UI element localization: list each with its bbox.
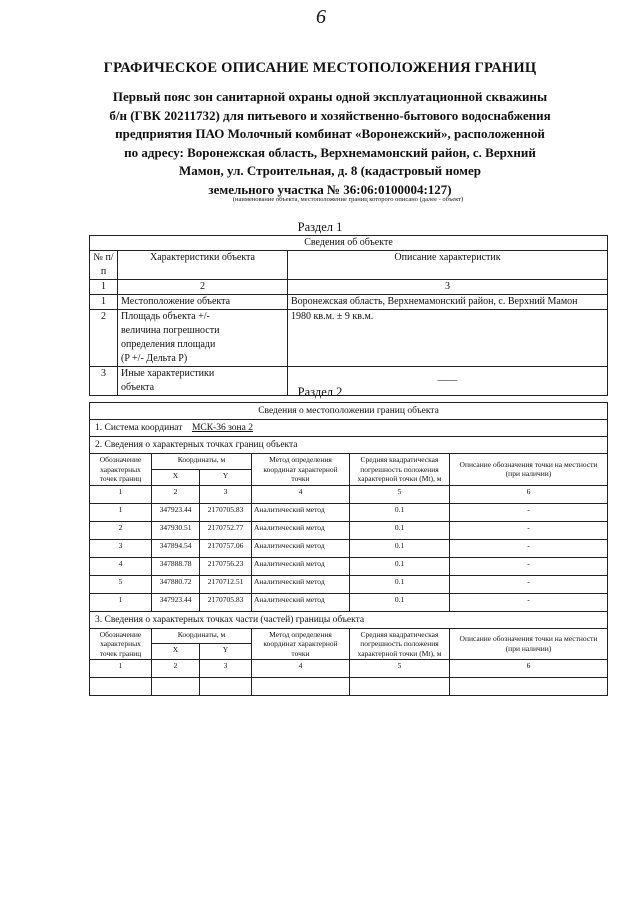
subtitle-line: по адресу: Воронежская область, Верхнемамонский район, с. Верхний <box>124 144 536 160</box>
document-subtitle <box>60 88 600 199</box>
header-accuracy: Средняя квадратическая погрешность положения характерной точки (Mt), м <box>350 454 450 486</box>
col-number: 3 <box>200 485 252 503</box>
point-y: 2170712.51 <box>200 575 252 593</box>
row-characteristic: Местоположение объекта <box>118 295 288 310</box>
parts-header-designation: Обозначение характерных точек границ <box>90 628 152 660</box>
parts-caption: 3. Сведения о характерных точках части (частей) границы объекта <box>90 611 608 628</box>
row-description: Воронежская область, Верхнемамонский район, с. Верхний Мамон <box>288 295 608 310</box>
header-number: № п/п <box>90 251 118 280</box>
boundary-caption: Сведения о местоположении границ объекта <box>90 403 608 420</box>
col-number: 1 <box>90 280 118 295</box>
point-y: 2170756.23 <box>200 557 252 575</box>
header-coords: Координаты, м <box>152 454 252 470</box>
col-number: 4 <box>252 485 350 503</box>
point-id: 5 <box>90 575 152 593</box>
object-info-caption: Сведения об объекте <box>90 236 608 251</box>
point-mt: 0.1 <box>350 575 450 593</box>
row-number: 2 <box>90 310 118 367</box>
row-characteristic <box>118 310 288 367</box>
subtitle-line: предприятия ПАО Молочный комбинат «Воронежский», расположенной <box>115 126 545 141</box>
point-id: 2 <box>90 521 152 539</box>
point-method: Аналитический метод <box>252 503 350 521</box>
point-mt: 0.1 <box>350 557 450 575</box>
parts-header-coords: Координаты, м <box>152 628 252 644</box>
col-number: 5 <box>350 660 450 678</box>
col-number: 4 <box>252 660 350 678</box>
point-x: 347923.44 <box>152 503 200 521</box>
point-mt: 0.1 <box>350 521 450 539</box>
table-row-empty <box>90 678 608 696</box>
table-row <box>90 575 608 593</box>
table-row <box>90 593 608 611</box>
table-row <box>90 295 608 310</box>
subtitle-line: Мамон, ул. Строительная, д. 8 (кадастровый номер <box>179 163 481 178</box>
point-method: Аналитический метод <box>252 575 350 593</box>
point-mt: 0.1 <box>350 503 450 521</box>
char-line: объекта <box>121 382 155 393</box>
col-number: 1 <box>90 485 152 503</box>
point-y: 2170705.83 <box>200 503 252 521</box>
point-x: 347880.72 <box>152 575 200 593</box>
col-number: 2 <box>152 660 200 678</box>
col-number: 1 <box>90 660 152 678</box>
point-y: 2170757.06 <box>200 539 252 557</box>
parts-header-point-description: Описание обозначения точки на местности (при наличии) <box>450 628 608 660</box>
col-number: 3 <box>200 660 252 678</box>
header-point-description: Описание обозначения точки на местности (при наличии) <box>450 454 608 486</box>
point-description: - <box>450 521 608 539</box>
table-row <box>90 503 608 521</box>
point-method: Аналитический метод <box>252 539 350 557</box>
point-description: - <box>450 503 608 521</box>
point-mt: 0.1 <box>350 593 450 611</box>
point-x: 347888.78 <box>152 557 200 575</box>
point-id: 1 <box>90 503 152 521</box>
parts-header-method: Метод определения координат характерной точки <box>252 628 350 660</box>
header-description: Описание характеристик <box>288 251 608 280</box>
char-line: Иные характеристики <box>121 368 215 379</box>
page-number: 6 <box>316 6 326 28</box>
point-y: 2170705.83 <box>200 593 252 611</box>
point-description: - <box>450 593 608 611</box>
row-description: —— <box>288 367 608 396</box>
char-line: Площадь объекта +/- <box>121 311 210 322</box>
row-number: 1 <box>90 295 118 310</box>
point-id: 3 <box>90 539 152 557</box>
point-method: Аналитический метод <box>252 593 350 611</box>
points-caption: 2. Сведения о характерных точках границ объекта <box>90 437 608 454</box>
coordinate-system <box>90 420 608 437</box>
table-row <box>90 557 608 575</box>
parts-header-x: X <box>152 644 200 660</box>
subtitle-line: б/н (ГВК 20211732) для питьевого и хозяйственно-бытового водоснабжения <box>109 107 551 123</box>
table-row <box>90 539 608 557</box>
boundary-table <box>89 402 608 696</box>
header-y: Y <box>200 469 252 485</box>
col-number: 2 <box>118 280 288 295</box>
col-number: 5 <box>350 485 450 503</box>
section1-heading: Раздел 1 <box>297 220 343 234</box>
point-description: - <box>450 539 608 557</box>
coordinate-system-label: 1. Система координат <box>95 423 183 433</box>
coordinate-system-value: МСК-36 зона 2 <box>191 423 253 433</box>
col-number: 3 <box>288 280 608 295</box>
col-number: 6 <box>450 660 608 678</box>
point-method: Аналитический метод <box>252 557 350 575</box>
point-mt: 0.1 <box>350 539 450 557</box>
char-line: (P +/- Дельта P) <box>121 353 188 364</box>
col-number: 2 <box>152 485 200 503</box>
point-x: 347894.54 <box>152 539 200 557</box>
char-line: определения площади <box>121 339 216 350</box>
header-x: X <box>152 469 200 485</box>
subtitle-line: земельного участка № 36:06:0100004:127) <box>208 181 452 197</box>
table-row <box>90 310 608 367</box>
subtitle-note: (наименование объекта, местоположение границ которого описано (далее - объект) <box>232 196 464 203</box>
col-number: 6 <box>450 485 608 503</box>
point-id: 4 <box>90 557 152 575</box>
parts-header-y: Y <box>200 644 252 660</box>
point-description: - <box>450 575 608 593</box>
header-characteristic: Характеристики объекта <box>118 251 288 280</box>
table-row <box>90 521 608 539</box>
header-designation: Обозначение характерных точек границ <box>90 454 152 486</box>
point-x: 347930.51 <box>152 521 200 539</box>
document-title: ГРАФИЧЕСКОЕ ОПИСАНИЕ МЕСТОПОЛОЖЕНИЯ ГРАНИЦ <box>103 60 537 76</box>
subtitle-line: Первый пояс зон санитарной охраны одной эксплуатационной скважины <box>112 89 548 104</box>
point-x: 347923.44 <box>152 593 200 611</box>
section2-heading: Раздел 2 <box>297 385 343 399</box>
header-method: Метод определения координат характерной точки <box>252 454 350 486</box>
char-line: величина погрешности <box>121 325 220 336</box>
point-id: 1 <box>90 593 152 611</box>
parts-header-accuracy: Средняя квадратическая погрешность положения характерной точки (Mt), м <box>350 628 450 660</box>
row-number: 3 <box>90 367 118 396</box>
point-method: Аналитический метод <box>252 521 350 539</box>
point-description: - <box>450 557 608 575</box>
point-y: 2170752.77 <box>200 521 252 539</box>
object-info-table <box>89 235 608 396</box>
row-description: 1980 кв.м. ± 9 кв.м. <box>288 310 608 367</box>
